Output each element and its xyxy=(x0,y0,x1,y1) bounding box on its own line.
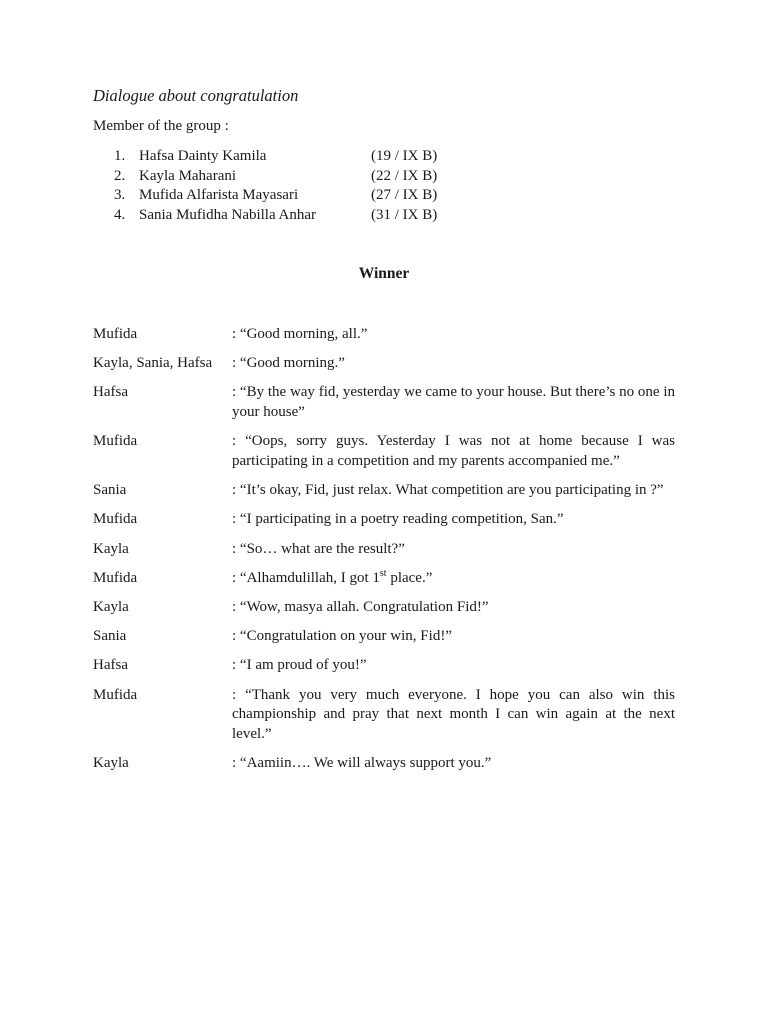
member-number: 2. xyxy=(114,167,126,184)
speaker-name: Mufida xyxy=(93,433,138,450)
speaker-name: Mufida xyxy=(93,326,138,342)
dialogue xyxy=(93,325,675,783)
member-class: (31 / IX B) xyxy=(371,207,438,224)
dialogue-line xyxy=(93,754,675,774)
dialogue-line xyxy=(93,656,675,676)
dialogue-line xyxy=(93,569,675,589)
member-heading: Member of the group : xyxy=(93,118,229,134)
speech-text: : “Congratulation on your win, Fid!” xyxy=(232,628,452,645)
speaker-name: Hafsa xyxy=(93,657,128,674)
member-number: 3. xyxy=(114,187,126,204)
document-title: Dialogue about congratulation xyxy=(93,86,299,105)
speech-text: : “Good morning.” xyxy=(232,355,345,372)
dialogue-line xyxy=(93,383,675,422)
member-number: 1. xyxy=(114,148,126,164)
speech-text: : “I participating in a poetry reading competition, San.” xyxy=(232,511,564,528)
member-class: (19 / IX B) xyxy=(371,148,438,164)
dialogue-line xyxy=(93,540,675,560)
member-item xyxy=(110,147,510,167)
speaker-name: Kayla xyxy=(93,755,129,772)
member-name: Sania Mufidha Nabilla Anhar xyxy=(139,207,317,224)
speaker-name: Kayla, Sania, Hafsa xyxy=(93,355,213,372)
speech-text xyxy=(232,569,675,589)
dialogue-line xyxy=(93,354,675,374)
member-name: Hafsa Dainty Kamila xyxy=(139,148,267,164)
member-item xyxy=(110,206,510,226)
member-item xyxy=(110,167,510,187)
member-class: (22 / IX B) xyxy=(371,167,438,184)
speech-text: : “Thank you very much everyone. I hope you can also win this championship and pray that next month I can win again at the next level.” xyxy=(232,686,675,743)
speech-text: : “Aamiin…. We will always support you.” xyxy=(232,755,492,772)
speaker-name: Sania xyxy=(93,628,127,645)
speech-text: : “Wow, masya allah. Congratulation Fid!” xyxy=(232,599,489,616)
speaker-name: Kayla xyxy=(93,540,129,557)
ordinal-suffix: st xyxy=(379,567,387,579)
member-item xyxy=(110,186,510,206)
dialogue-line xyxy=(93,598,675,618)
member-number: 4. xyxy=(114,207,126,224)
speech-text: : “Good morning, all.” xyxy=(232,326,368,342)
member-class: (27 / IX B) xyxy=(371,187,438,204)
speaker-name: Mufida xyxy=(93,686,138,703)
speaker-name: Mufida xyxy=(93,511,138,528)
speech-text: : “By the way fid, yesterday we came to your house. But there’s no one in your house” xyxy=(232,384,675,421)
member-name: Kayla Maharani xyxy=(139,167,237,184)
speech-text: : “So… what are the result?” xyxy=(232,540,405,557)
speech-text: : “It’s okay, Fid, just relax. What competition are you participating in ?” xyxy=(232,482,664,499)
dialogue-line xyxy=(93,627,675,647)
speaker-name: Hafsa xyxy=(93,384,128,401)
speech-text: : “I am proud of you!” xyxy=(232,657,367,674)
speaker-name: Kayla xyxy=(93,599,129,616)
speech-text-part: : “Alhamdulillah, I got 1 xyxy=(232,569,380,586)
speech-text: : “Oops, sorry guys. Yesterday I was not at home because I was participating in a competition and my parents accompanied me.” xyxy=(232,433,675,470)
section-title: Winner xyxy=(358,265,410,282)
speech-text-part: place.” xyxy=(386,569,433,586)
dialogue-line xyxy=(93,686,675,745)
member-list xyxy=(110,147,510,226)
dialogue-line xyxy=(93,432,675,471)
dialogue-line xyxy=(93,481,675,501)
member-name: Mufida Alfarista Mayasari xyxy=(139,187,299,204)
dialogue-line xyxy=(93,510,675,530)
speaker-name: Mufida xyxy=(93,569,138,586)
dialogue-line xyxy=(93,325,675,345)
speaker-name: Sania xyxy=(93,482,127,499)
